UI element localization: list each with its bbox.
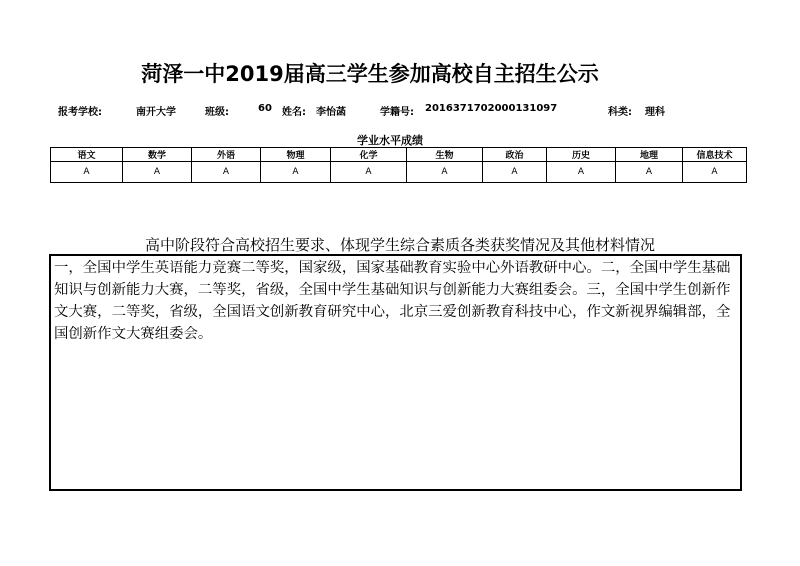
name-label: 姓名: [282,107,306,118]
class-label: 班级: [205,107,229,118]
subject-header: 地理 [616,148,683,162]
grade-cell: A [407,162,483,183]
category-value: 理科 [645,107,665,118]
grade-cell: A [331,162,407,183]
school-label: 报考学校: [58,107,102,118]
grade-cell: A [683,162,747,183]
student-id-value: 2016371702000131097 [425,103,558,114]
grade-cell: A [616,162,683,183]
school-value: 南开大学 [136,107,176,118]
name-value: 李怡菡 [316,107,346,118]
subject-header: 政治 [483,148,547,162]
grade-cell: A [261,162,331,183]
scores-table [50,147,747,183]
subject-header: 语文 [51,148,123,162]
category-label: 科类: [608,107,632,118]
grade-cell: A [192,162,261,183]
grade-cell: A [483,162,547,183]
subject-header: 生物 [407,148,483,162]
awards-text: 一，全国中学生英语能力竞赛二等奖，国家级，国家基础教育实验中心外语教研中心。二，全国中学生基础知识与创新能力大赛，二等奖，省级，全国中学生基础知识与创新能力大赛组委会。三，全国中学生创新作文大赛，二等奖，省级，全国语文创新教育研究中心，北京三爱创新教育科技中心，作文新视界编辑部，全国创新作文大赛组委会。 [54,260,731,342]
awards-caption: 高中阶段符合高校招生要求、体现学生综合素质各类获奖情况及其他材料情况 [144,236,655,254]
subject-header: 物理 [261,148,331,162]
subject-header: 信息技术 [683,148,747,162]
scores-caption: 学业水平成绩 [357,134,423,147]
grade-cell: A [51,162,123,183]
page-title: 菏泽一中2019届高三学生参加高校自主招生公示 [141,62,599,86]
class-value: 60 [258,103,272,114]
subject-header: 外语 [192,148,261,162]
student-id-label: 学籍号: [380,107,414,118]
subject-header: 化学 [331,148,407,162]
grade-cell: A [123,162,192,183]
grade-cell: A [547,162,616,183]
subject-header: 历史 [547,148,616,162]
subject-header: 数学 [123,148,192,162]
